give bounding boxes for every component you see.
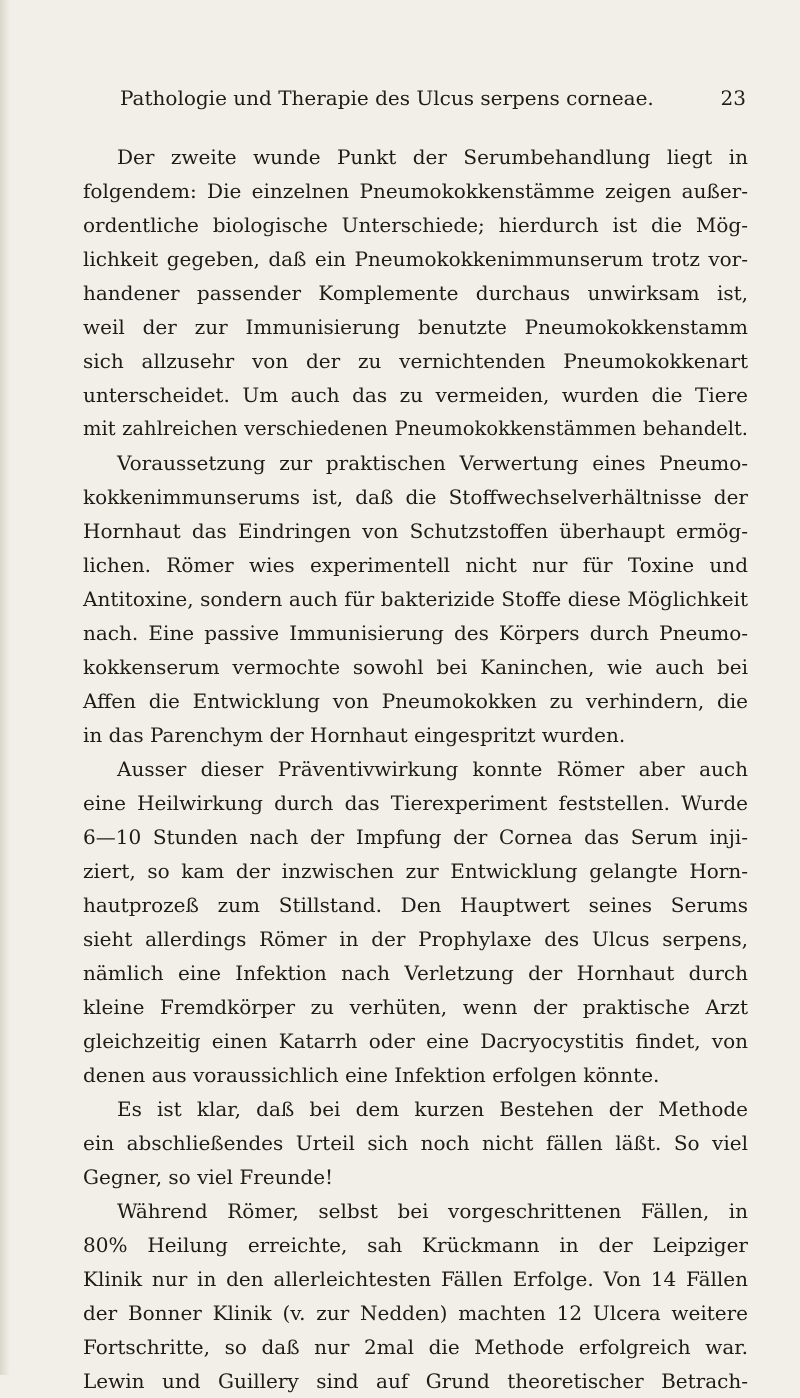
text-line: lichkeit gegeben, daß ein Pneumokokkenimmunserum trotz vor- xyxy=(83,247,748,271)
paragraph-2 xyxy=(83,446,748,752)
text-line: Gegner, so viel Freunde! xyxy=(83,1165,334,1189)
running-title: Pathologie und Therapie des Ulcus serpens corneae. xyxy=(120,86,654,110)
text-line: in das Parenchym der Hornhaut eingespritzt wurden. xyxy=(83,723,626,747)
text-line: handener passender Komplemente durchaus unwirksam ist, xyxy=(83,281,748,305)
text-line: unterscheidet. Um auch das zu vermeiden, wurden die Tiere xyxy=(83,383,748,407)
text-line: nämlich eine Infektion nach Verletzung der Hornhaut durch xyxy=(83,961,748,985)
text-line: ziert, so kam der inzwischen zur Entwicklung gelangte Horn- xyxy=(83,859,748,883)
text-line: der Bonner Klinik (v. zur Nedden) machten 12 Ulcera weitere xyxy=(83,1301,748,1325)
text-line: Klinik nur in den allerleichtesten Fällen Erfolge. Von 14 Fällen xyxy=(83,1267,748,1291)
paragraph-4 xyxy=(83,1092,748,1194)
text-line: Der zweite wunde Punkt der Serumbehandlung liegt in xyxy=(117,145,748,169)
text-line: hautprozeß zum Stillstand. Den Hauptwert seines Serums xyxy=(83,893,748,917)
text-line: denen aus voraussichlich eine Infektion erfolgen könnte. xyxy=(83,1063,660,1087)
text-line: ordentliche biologische Unterschiede; hierdurch ist die Mög- xyxy=(83,213,748,237)
page-number: 23 xyxy=(720,86,746,110)
text-line: Affen die Entwicklung von Pneumokokken zu verhindern, die xyxy=(83,689,748,713)
text-line: kleine Fremdkörper zu verhüten, wenn der praktische Arzt xyxy=(83,995,748,1019)
text-line: eine Heilwirkung durch das Tierexperiment feststellen. Wurde xyxy=(83,791,748,815)
page-edge-shadow xyxy=(0,0,10,1375)
running-header xyxy=(120,86,746,116)
text-line: nach. Eine passive Immunisierung des Körpers durch Pneumo- xyxy=(83,621,748,645)
text-line: Antitoxine, sondern auch für bakterizide Stoffe diese Möglichkeit xyxy=(83,587,748,611)
text-line: sieht allerdings Römer in der Prophylaxe des Ulcus serpens, xyxy=(83,927,748,951)
text-line: sich allzusehr von der zu vernichtenden Pneumokokkenart xyxy=(83,349,748,373)
text-line: Lewin und Guillery sind auf Grund theoretischer Betrach- xyxy=(83,1369,748,1393)
text-line: kokkenserum vermochte sowohl bei Kaninchen, wie auch bei xyxy=(83,655,748,679)
text-line: folgendem: Die einzelnen Pneumokokkenstämme zeigen außer- xyxy=(83,179,748,203)
text-line: Voraussetzung zur praktischen Verwertung eines Pneumo- xyxy=(117,451,748,475)
paragraph-1 xyxy=(83,140,748,446)
body-text xyxy=(83,140,748,1398)
text-line: Es ist klar, daß bei dem kurzen Bestehen der Methode xyxy=(117,1097,748,1121)
text-line: gleichzeitig einen Katarrh oder eine Dacryocystitis findet, von xyxy=(83,1029,748,1053)
text-line: 80% Heilung erreichte, sah Krückmann in der Leipziger xyxy=(83,1233,748,1257)
text-line: ein abschließendes Urteil sich noch nicht fällen läßt. So viel xyxy=(83,1131,748,1155)
text-line: Hornhaut das Eindringen von Schutzstoffen überhaupt ermög- xyxy=(83,519,748,543)
text-line: 6—10 Stunden nach der Impfung der Cornea das Serum inji- xyxy=(83,825,748,849)
paragraph-3 xyxy=(83,752,748,1092)
text-line: Während Römer, selbst bei vorgeschrittenen Fällen, in xyxy=(117,1199,748,1223)
paragraph-5 xyxy=(83,1194,748,1398)
text-line: kokkenimmunserums ist, daß die Stoffwechselverhältnisse der xyxy=(83,485,748,509)
text-line: mit zahlreichen verschiedenen Pneumokokkenstämmen behandelt. xyxy=(83,417,748,440)
text-line: weil der zur Immunisierung benutzte Pneumokokkenstamm xyxy=(83,315,748,339)
text-line: lichen. Römer wies experimentell nicht nur für Toxine und xyxy=(83,553,748,577)
text-line: Fortschritte, so daß nur 2mal die Methode erfolgreich war. xyxy=(83,1335,748,1359)
text-line: Ausser dieser Präventivwirkung konnte Römer aber auch xyxy=(117,757,748,781)
